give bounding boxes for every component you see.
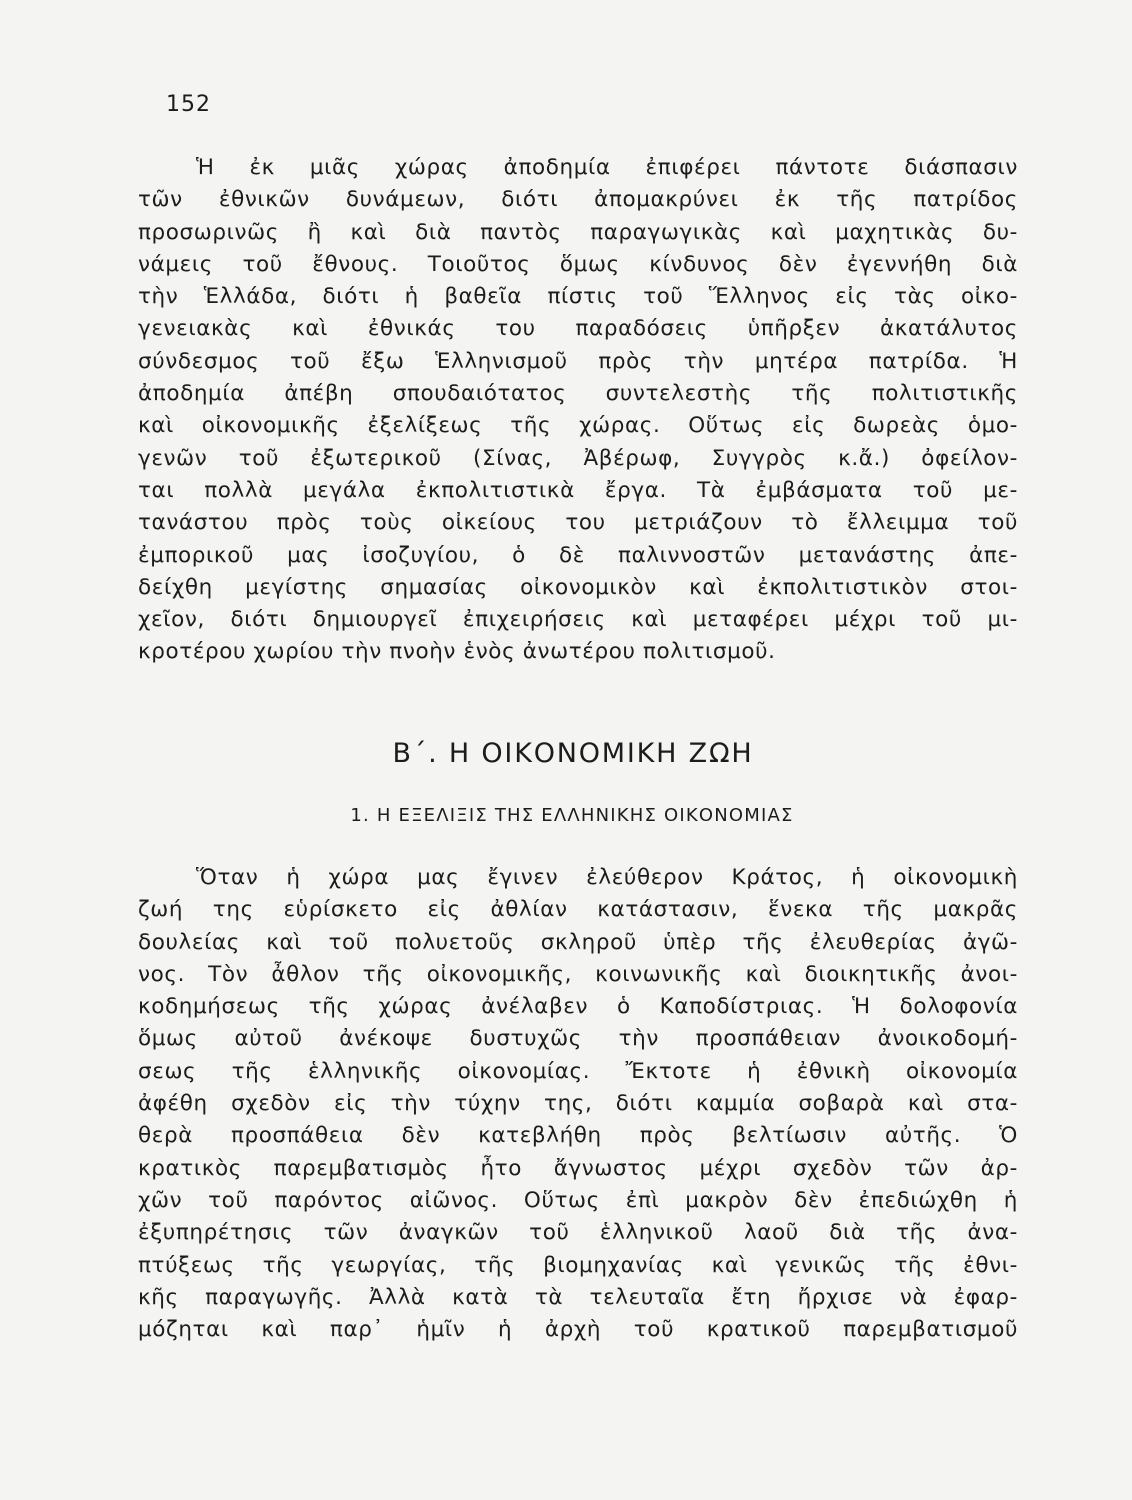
text-line: ται πολλὰ μεγάλα ἐκπολιτιστικὰ ἔργα. Τὰ ἐμβάσματα τοῦ με- <box>138 477 1018 503</box>
text-line: τανάστου πρὸς τοὺς οἰκείους του μετριάζουν τὸ ἔλλειμμα τοῦ <box>138 510 1018 536</box>
text-line: κροτέρου χωρίου τὴν πνοὴν ἑνὸς ἀνωτέρου πολιτισμοῦ. <box>138 639 776 665</box>
text-line: θερὰ προσπάθεια δὲν κατεβλήθη πρὸς βελτίωσιν αὐτῆς. Ὁ <box>138 1123 1018 1149</box>
text-line: τῶν ἐθνικῶν δυνάμεων, διότι ἀπομακρύνει ἐκ τῆς πατρίδος <box>138 187 1018 213</box>
text-line: ζωή της εὑρίσκετο εἰς ἀθλίαν κατάστασιν, ἕνεκα τῆς μακρᾶς <box>138 897 1018 923</box>
text-line: μόζηται καὶ παρ᾿ ἡμῖν ἡ ἀρχὴ τοῦ κρατικοῦ παρεμβατισμοῦ <box>138 1317 1018 1343</box>
text-line: ἐμπορικοῦ μας ἰσοζυγίου, ὁ δὲ παλιννοστῶν μετανάστης ἀπε- <box>138 542 1018 568</box>
text-line: Ἡ ἐκ μιᾶς χώρας ἀποδημία ἐπιφέρει πάντοτε διάσπασιν <box>196 155 1018 180</box>
text-line: νάμεις τοῦ ἔθνους. Τοιοῦτος ὅμως κίνδυνος δὲν ἐγεννήθη διὰ <box>138 251 1018 277</box>
text-line: ὅμως αὐτοῦ ἀνέκοψε δυστυχῶς τὴν προσπάθειαν ἀνοικοδομή- <box>138 1026 1018 1052</box>
text-line: Ὅταν ἡ χώρα μας ἔγινεν ἐλεύθερον Κράτος, ἡ οἰκονομικὴ <box>196 865 1018 890</box>
text-line: γενῶν τοῦ ἐξωτερικοῦ (Σίνας, Ἀβέρωφ, Συγγρὸς κ.ἄ.) ὀφείλον- <box>138 445 1018 471</box>
text-line: δείχθη μεγίστης σημασίας οἰκονομικὸν καὶ ἐκπολιτιστικὸν στοι- <box>138 574 1018 600</box>
text-line: γενειακὰς καὶ ἐθνικάς του παραδόσεις ὑπῆρξεν ἀκατάλυτος <box>138 316 1018 342</box>
text-line: νος. Τὸν ἆθλον τῆς οἰκονομικῆς, κοινωνικῆς καὶ διοικητικῆς ἀνοι- <box>138 961 1018 987</box>
paragraph-emigration <box>138 152 1018 669</box>
text-line: πτύξεως τῆς γεωργίας, τῆς βιομηχανίας καὶ γενικῶς τῆς ἐθνι- <box>138 1252 1018 1278</box>
section-heading: Β΄. Η ΟΙΚΟΝΟΜΙΚΗ ΖΩΗ <box>392 738 754 769</box>
text-line: σεως τῆς ἑλληνικῆς οἰκονομίας. Ἔκτοτε ἡ ἐθνικὴ οἰκονομία <box>138 1058 1018 1084</box>
text-line: καὶ οἰκονομικῆς ἐξελίξεως τῆς χώρας. Οὕτως εἰς δωρεὰς ὁμο- <box>138 413 1018 439</box>
text-line: κῆς παραγωγῆς. Ἀλλὰ κατὰ τὰ τελευταῖα ἔτη ἤρχισε νὰ ἐφαρ- <box>138 1284 1018 1310</box>
text-line: σύνδεσμος τοῦ ἔξω Ἑλληνισμοῦ πρὸς τὴν μητέρα πατρίδα. Ἡ <box>138 348 1018 374</box>
text-line: χῶν τοῦ παρόντος αἰῶνος. Οὕτως ἐπὶ μακρὸν δὲν ἐπεδιώχθη ἡ <box>138 1187 1018 1213</box>
sub-heading: 1. Η ΕΞΕΛΙΞΙΣ ΤΗΣ ΕΛΛΗΝΙΚΗΣ ΟΙΚΟΝΟΜΙΑΣ <box>350 805 794 826</box>
text-line: ἐξυπηρέτησις τῶν ἀναγκῶν τοῦ ἑλληνικοῦ λαοῦ διὰ τῆς ἀνα- <box>138 1220 1018 1246</box>
text-line: προσωρινῶς ἢ καὶ διὰ παντὸς παραγωγικὰς καὶ μαχητικὰς δυ- <box>138 219 1018 245</box>
text-line: χεῖον, διότι δημιουργεῖ ἐπιχειρήσεις καὶ μεταφέρει μέχρι τοῦ μι- <box>138 607 1018 633</box>
page-number: 152 <box>166 92 211 117</box>
paragraph-economy <box>138 862 1018 1346</box>
text-line: δουλείας καὶ τοῦ πολυετοῦς σκληροῦ ὑπὲρ τῆς ἐλευθερίας ἀγῶ- <box>138 929 1018 955</box>
text-line: τὴν Ἑλλάδα, διότι ἡ βαθεῖα πίστις τοῦ Ἕλληνος εἰς τὰς οἰκο- <box>138 284 1018 310</box>
text-line: ἀποδημία ἀπέβη σπουδαιότατος συντελεστὴς τῆς πολιτιστικῆς <box>138 381 1018 407</box>
text-line: κρατικὸς παρεμβατισμὸς ἦτο ἄγνωστος μέχρι σχεδὸν τῶν ἀρ- <box>138 1155 1018 1181</box>
text-line: ἀφέθη σχεδὸν εἰς τὴν τύχην της, διότι καμμία σοβαρὰ καὶ στα- <box>138 1091 1018 1117</box>
text-line: κοδημήσεως τῆς χώρας ἀνέλαβεν ὁ Καποδίστριας. Ἡ δολοφονία <box>138 994 1018 1020</box>
